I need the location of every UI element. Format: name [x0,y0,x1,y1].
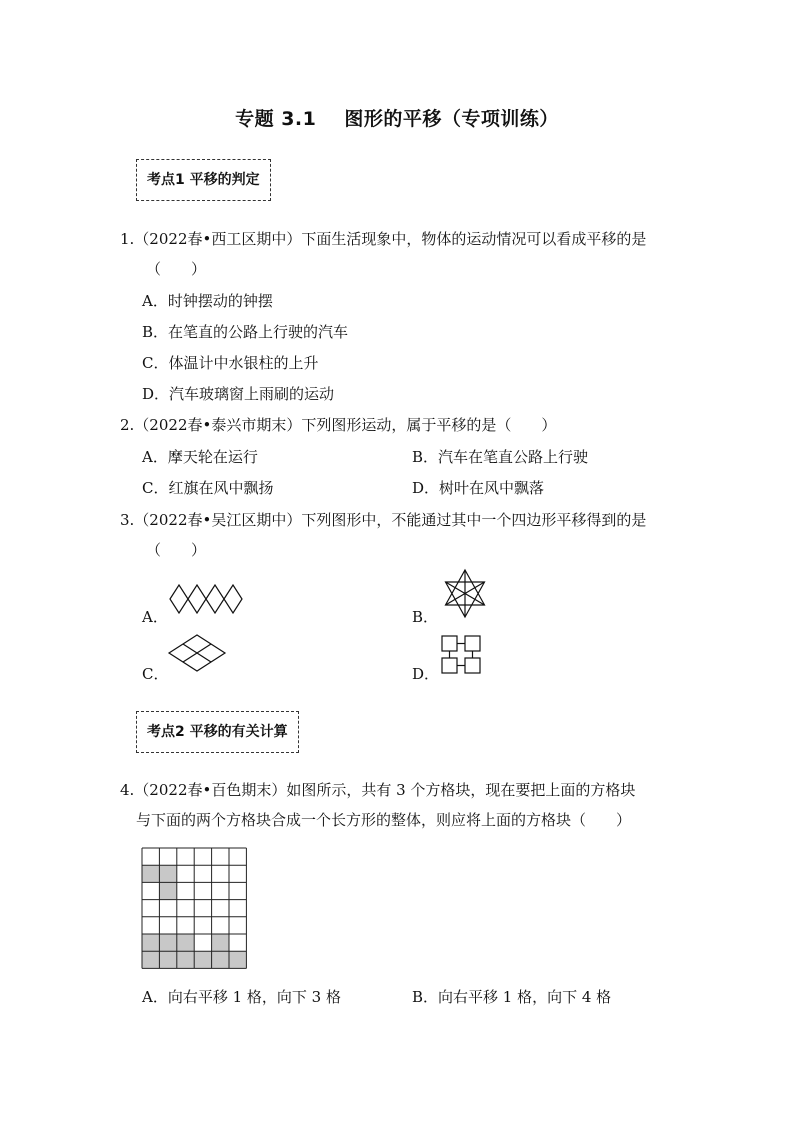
q2-option-a: A．摩天轮在运行 [142,448,258,466]
page-title [0,104,794,131]
q3-option-c: C． [142,665,169,683]
q1-blank: （ ） [146,260,207,278]
title-text: 图形的平移（专项训练） [344,108,559,130]
q4-option-a: A．向右平移 1 格，向下 3 格 [142,988,341,1006]
q1-option-a: A．时钟摆动的钟摆 [142,292,273,310]
q3-option-b: B． [412,608,439,626]
shaded-cell [142,934,159,951]
shaded-cell [142,865,159,882]
section-2-label: 考点2 平移的有关计算 [136,711,299,753]
q3-option-a: A． [142,608,168,626]
shaded-cell [159,951,176,968]
q2-option-d: D．树叶在风中飘落 [412,479,545,497]
q3-option-d: D． [412,665,440,683]
q1-option-c: C．体温计中水银柱的上升 [142,354,319,372]
q3-stem: 3.（2022春•吴江区期中）下列图形中，不能通过其中一个四边形平移得到的是 [120,511,647,529]
q4-stem-line-2: 与下面的两个方格块合成一个长方形的整体，则应将上面的方格块（ ） [136,811,632,829]
q3-figure-c-rhombus-grid [168,634,228,672]
q1-stem: 1.（2022春•西工区期中）下面生活现象中，物体的运动情况可以看成平移的是 [120,230,647,248]
shaded-cell [159,934,176,951]
shaded-cell [212,934,229,951]
q1-option-b: B．在笔直的公路上行驶的汽车 [142,323,349,341]
q2-option-b: B．汽车在笔直公路上行驶 [412,448,589,466]
section-1-label: 考点1 平移的判定 [136,159,271,201]
q3-blank: （ ） [146,541,207,559]
shaded-cell [159,882,176,899]
shaded-cell [177,934,194,951]
shaded-cell [229,951,246,968]
q4-option-b: B．向右平移 1 格，向下 4 格 [412,988,612,1006]
q3-figure-a-rhombus-chain [168,583,248,615]
shaded-cell [177,951,194,968]
shaded-cell [194,951,211,968]
q4-stem-line-1: 4.（2022春•百色期末）如图所示，共有 3 个方格块，现在要把上面的方格块 [120,781,636,799]
q4-grid-figure [141,847,247,969]
q1-option-d: D．汽车玻璃窗上雨刷的运动 [142,385,335,403]
shaded-cell [142,951,159,968]
q3-figure-b-six-point-star [441,569,489,619]
q2-stem: 2.（2022春•泰兴市期末）下列图形运动，属于平移的是（ ） [120,416,557,434]
q2-option-c: C．红旗在风中飘扬 [142,479,274,497]
title-number: 专题 3.1 [235,108,317,130]
q3-figure-d-four-squares [441,635,483,675]
shaded-cell [159,865,176,882]
shaded-cell [212,951,229,968]
